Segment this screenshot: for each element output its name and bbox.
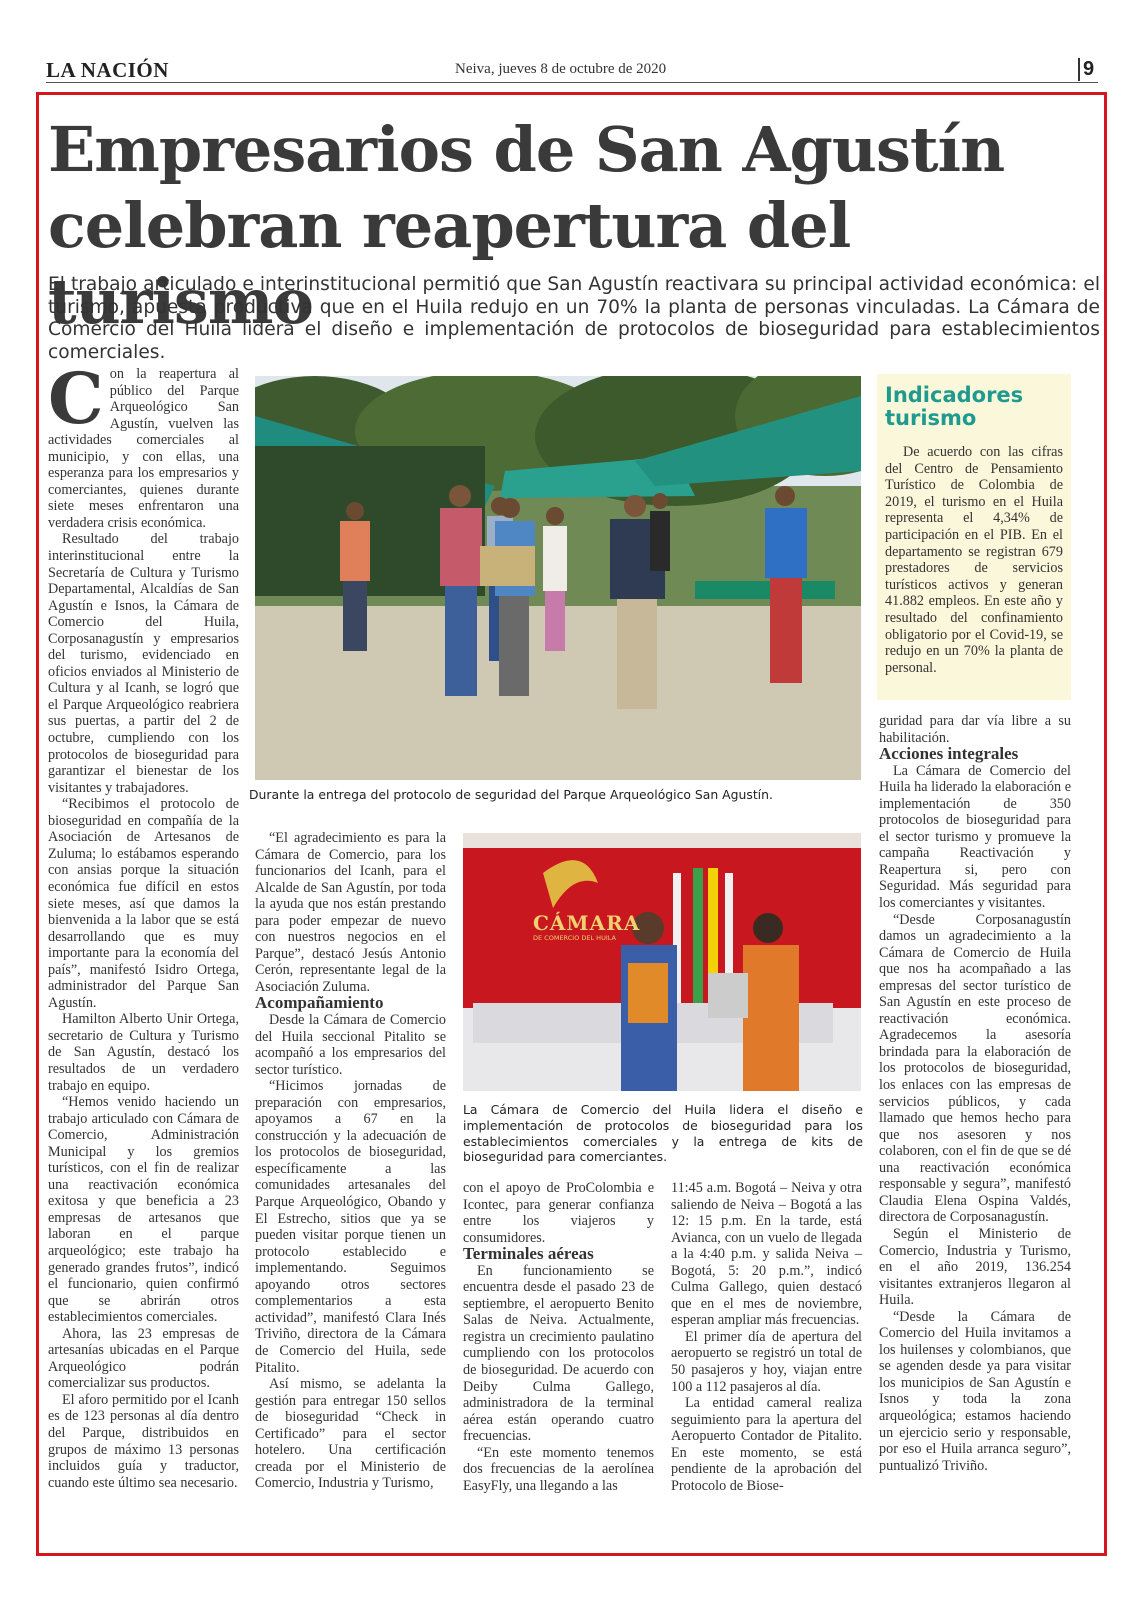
paragraph: La entidad cameral realiza seguimiento para la apertura del Aeropuerto Contador de Pitalito. En este momento, se está pendiente de la aprobación del Protocolo de Biose- — [671, 1395, 862, 1494]
subhead-acciones: Acciones integrales — [879, 744, 1019, 764]
paragraph: Así mismo, se adelanta la gestión para entregar 150 sellos de bioseguridad “Check in Certificado” para el sector hotelero. Una certificación creada por el Ministerio de Comercio, Industria y Turismo, — [255, 1376, 446, 1492]
drop-cap: C — [48, 357, 104, 440]
paragraph: con el apoyo de ProColombia e Icontec, para generar confianza entre los viajeros y consumidores. — [463, 1180, 654, 1246]
sidebar-text: De acuerdo con las cifras del Centro de Pensamiento Turístico de Colombia de 2019, el turismo en el Huila representa el 4,34% de participación en el PIB. En el departamento se registran 679 prestadores de servicios turísticos activos y generan 41.882 empleos. En este año y resultado del confinamiento obligatorio por el Covid-19, se redujo en un 70% la planta de personal. — [885, 444, 1063, 676]
paragraph: 11:45 a.m. Bogotá – Neiva y otra saliendo de Neiva – Bogotá a las 12: 15 p.m. En la tarde, está Avianca, con un vuelo de llegada a la 4:40 p.m. y salida Neiva – Bogotá, 5: 20 p.m.”, indicó Culma Gallego, quien destacó que en el mes de noviembre, esperan ampliar más frecuencias. — [671, 1180, 862, 1329]
paragraph: “Desde la Cámara de Comercio del Huila invitamos a los huilenses y colombianos, que se agenden desde ya para visitar los municipios de San Agustín e Isnos y toda la zona arqueológica; estamos haciendo un ejercicio serio y responsable, por eso el Huila arranca seguro”, puntualizó Triviño. — [879, 1308, 1071, 1474]
paragraph: “Recibimos el protocolo de bioseguridad en compañía de la Asociación de Artesanos de Zuluma; lo estábamos esperando con ansias porque la situación económica fue difícil en estos siete meses, así que damos la bienvenida a la labor que se está desarrollando que es muy importante para la economía del país”, manifestó Isidro Ortega, administrador del Parque San Agustín. — [48, 796, 239, 1011]
subhead-terminales: Terminales aéreas — [463, 1244, 594, 1264]
subhead-acompanamiento: Acompañamiento — [255, 993, 384, 1013]
paragraph: guridad para dar vía libre a su habilitación. — [879, 713, 1071, 746]
protocol-handover-photo — [255, 376, 861, 780]
paragraph: on la reapertura al público del Parque Arqueológico San Agustín, vuelven las actividades comerciales al municipio, y con ellas, una esperanza para los empresarios y comerciantes, quienes durante siete meses enfrentaron una verdadera crisis económica. — [48, 366, 239, 531]
paragraph: Según el Ministerio de Comercio, Industria y Turismo, en el año 2019, 136.254 visitantes extranjeros llegaron al Huila. — [879, 1225, 1071, 1309]
paragraph: “Hemos venido haciendo un trabajo articulado con Cámara de Comercio, Administración Municipal y los gremios turísticos, con el fin de realizar una reactivación económica exitosa y que beneficia a 23 empresas de artesanos que laboran en el parque arqueológico; este trabajo ha generado grandes frutos”, indicó el funcionario, quien confirmó que se abrirán otros establecimientos comerciales. — [48, 1094, 239, 1326]
article-deck: El trabajo articulado e interinstitucional permitió que San Agustín reactivara su principal actividad económica: el turismo, apuesta productiva que en el Huila redujo en un 70% la planta de personas vinculadas. La Cámara de Comercio del Huila lidera el diseño e implementación de protocolos de bioseguridad para establecimientos comerciales. — [48, 274, 1100, 363]
chamber-office-photo — [463, 833, 861, 1091]
chamber-sign-subtext: DE COMERCIO DEL HUILA — [533, 934, 616, 942]
text-column-3 — [463, 1180, 654, 1494]
newspaper-logo: LA NACIÓN — [46, 58, 169, 82]
paragraph: “Hicimos jornadas de preparación con empresarios, apoyamos a 67 en la construcción y la adecuación de los protocolos de bioseguridad, específicamente a las comunidades artesanales del Parque Arqueológico, Obando y El Estrecho, sitios que ya se pueden visitar porque tienen un protocolo establecido e implementando. Seguimos apoyando otros sectores complementarios a esta actividad”, manifestó Clara Inés Triviño, directora de la Cámara de Comercio del Huila, sede Pitalito. — [255, 1078, 446, 1376]
paragraph: El primer día de apertura del aeropuerto se registró un total de 50 pasajeros y hoy, viajan entre 100 a 112 pasajeros al día. — [671, 1328, 862, 1395]
text-column-2 — [255, 830, 446, 1492]
page-number: 9 — [1078, 58, 1094, 81]
photo-illustration — [463, 833, 861, 1091]
masthead-rule — [46, 82, 1098, 83]
paragraph: En funcionamiento se encuentra desde el pasado 23 de septiembre, el aeropuerto Benito Salas de Neiva. Actualmente, registra un crecimiento paulatino cumpliendo con los protocolos de bioseguridad. De acuerdo con Deiby Culma Gallego, administradora de la terminal aérea están operando cuatro frecuencias. — [463, 1262, 654, 1445]
chamber-sign-text: CÁMARA — [533, 911, 641, 935]
indicators-sidebar — [877, 374, 1071, 700]
sidebar-title: Indicadores turismo — [885, 383, 1024, 430]
text-column-5 — [879, 713, 1071, 1474]
photo-1-caption: Durante la entrega del protocolo de seguridad del Parque Arqueológico San Agustín. — [249, 787, 773, 802]
paragraph: El aforo permitido por el Icanh es de 123 personas al día dentro del Parque, distribuidos en grupos de máximo 13 personas incluidos guía y traductor, cuando este último sea necesario. — [48, 1391, 239, 1491]
paragraph: “El agradecimiento es para la Cámara de Comercio, para los funcionarios del Icanh, para el Alcalde de San Agustín, por toda la ayuda que nos están prestando para poder empezar de nuevo con nuestros negocios en el Parque”, destacó Jesús Antonio Cerón, representante legal de la Asociación Zuluma. — [255, 830, 446, 995]
paragraph: “En este momento tenemos dos frecuencias de la aerolínea EasyFly, una llegando a las — [463, 1444, 654, 1494]
paragraph: Resultado del trabajo interinstitucional entre la Secretaría de Cultura y Turismo Departamental, Alcaldías de San Agustín e Isnos, la Cámara de Comercio del Huila, Corposanagustín y empresarios del turismo, evidenciado en oficios enviados al Ministerio de Cultura y al Icanh, se logró que el Parque Arqueológico reabriera sus puertas, a partir del 2 de octubre, cumpliendo con los protocolos de bioseguridad para garantizar el bienestar de los visitantes y trabajadores. — [48, 531, 239, 796]
paragraph: Desde la Cámara de Comercio del Huila seccional Pitalito se acompañó a los empresarios del sector turístico. — [255, 1012, 446, 1078]
photo-2-caption: La Cámara de Comercio del Huila lidera el diseño e implementación de protocolos de bioseguridad para los establecimientos comerciales y la entrega de kits de bioseguridad para comerciantes. — [463, 1102, 863, 1165]
paragraph: Hamilton Alberto Unir Ortega, secretario de Cultura y Turismo de San Agustín, destacó los resultados de un verdadero trabajo en equipo. — [48, 1011, 239, 1094]
text-column-1 — [48, 357, 239, 1491]
paragraph: Ahora, las 23 empresas de artesanías ubicadas en el Parque Arqueológico podrán comercializar sus productos. — [48, 1325, 239, 1392]
paragraph: La Cámara de Comercio del Huila ha liderado la elaboración e implementación de 350 protocolos de bioseguridad para el sector turismo y promueve la campaña Reactivación y Reapertura si, pero con Seguridad. Más seguridad para los comerciantes y visitantes. — [879, 762, 1071, 912]
article-headline: Empresarios de San Agustín celebran reapertura del turismo — [48, 113, 1005, 338]
photo-illustration — [255, 376, 861, 780]
text-column-4 — [671, 1180, 862, 1494]
issue-date: Neiva, jueves 8 de octubre de 2020 — [455, 61, 667, 77]
paragraph: “Desde Corposanagustín damos un agradecimiento a la Cámara de Comercio de Huila que nos ha acompañado a las empresas del sector turístico de San Agustín en este proceso de reactivación económica. Agradecemos la asesoría brindada para la elaboración de los protocolos de bioseguridad, los enlaces con las empresas de servicios públicos, y cada llamado que hemos hecho para que nos asesoren y nos colaboren, con el fin de que se dé una reactivación económica responsable y segura”, manifestó Claudia Elena Ospina Valdés, directora de Corposanagustín. — [879, 911, 1071, 1226]
